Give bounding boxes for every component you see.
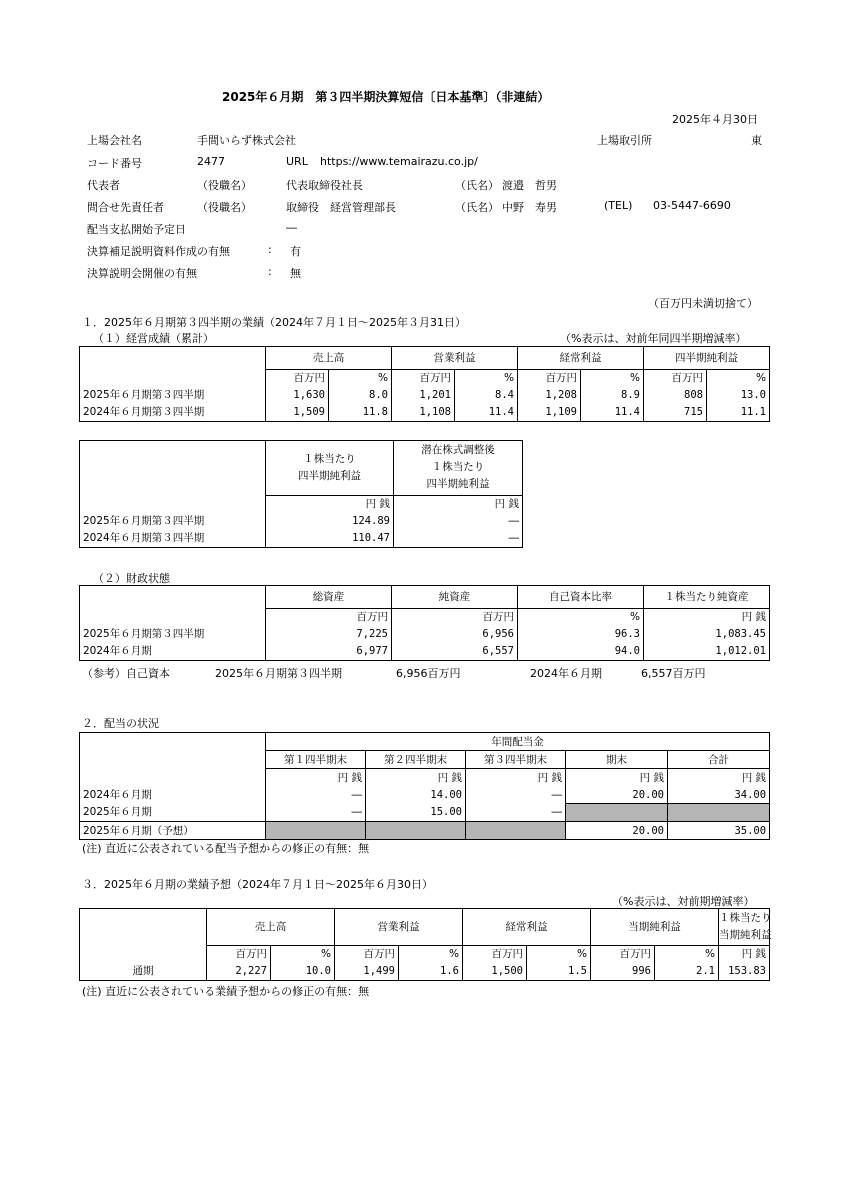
- header-blank: [80, 347, 266, 370]
- rep-name: 渡邉 哲男: [502, 179, 557, 192]
- unit-cell: 円 銭: [394, 495, 523, 513]
- header-net-assets: 純資産: [392, 586, 518, 609]
- unit-cell: 百万円: [518, 369, 581, 387]
- table-row: [80, 404, 770, 422]
- header-eps: [266, 441, 394, 496]
- table-cell: 94.0: [518, 643, 644, 661]
- table-cell: 1,499: [335, 963, 399, 981]
- header-sales: 売上高: [207, 909, 335, 946]
- table-cell: ―: [394, 513, 523, 530]
- table-cell: 6,956: [392, 626, 518, 643]
- header-annual-dividend: 年間配当金: [266, 733, 770, 751]
- table-row: [80, 530, 523, 548]
- table-cell: 7,225: [266, 626, 392, 643]
- table-cell: 11.8: [329, 404, 392, 422]
- header-ordinary-income: 経常利益: [463, 909, 591, 946]
- section1-sub1: （１）経営成績（累計）: [93, 332, 214, 345]
- section2-heading: ２．配当の状況: [82, 717, 159, 730]
- code-value: 2477: [197, 155, 225, 168]
- unit-cell: 百万円: [644, 369, 707, 387]
- operating-results-table: [79, 346, 770, 422]
- row-label: 2024年６月期第３四半期: [80, 530, 266, 548]
- reference-period2: 2024年６月期: [530, 667, 602, 680]
- unit-cell: 円 銭: [466, 769, 566, 787]
- unit-cell: 百万円: [392, 369, 455, 387]
- header-net-income: 四半期純利益: [644, 347, 770, 370]
- contact-role: 取締役 経営管理部長: [286, 201, 396, 214]
- table-cell-shaded: [566, 804, 668, 822]
- table-cell: 6,557: [392, 643, 518, 661]
- table-cell: ―: [266, 804, 366, 822]
- reference-period1: 2025年６月期第３四半期: [215, 667, 342, 680]
- table-cell: 6,977: [266, 643, 392, 661]
- dividend-date-value: ―: [286, 221, 297, 234]
- row-label: 2025年６月期第３四半期: [80, 626, 266, 643]
- reference-value1: 6,956百万円: [396, 667, 461, 680]
- row-label: 通期: [80, 963, 207, 981]
- table-row: [80, 786, 770, 804]
- table-row: [80, 804, 770, 822]
- section1-sub2: （２）財政状態: [93, 572, 170, 585]
- meeting-colon: :: [268, 265, 272, 278]
- header-operating-income: 営業利益: [335, 909, 463, 946]
- unit-cell: 円 銭: [266, 769, 366, 787]
- table-cell: 34.00: [668, 786, 770, 804]
- supp-value: 有: [290, 245, 301, 258]
- section1-heading: １．2025年６月期第３四半期の業績（2024年７月１日～2025年３月31日）: [82, 316, 466, 329]
- contact-label: 問合せ先責任者: [87, 201, 164, 214]
- table-cell: 20.00: [566, 786, 668, 804]
- table-cell: ―: [466, 786, 566, 804]
- table-cell: 808: [644, 387, 707, 404]
- table-row: [80, 626, 770, 643]
- header-blank: [80, 733, 266, 751]
- header-sales: 売上高: [266, 347, 392, 370]
- supp-label: 決算補足説明資料作成の有無: [87, 245, 230, 258]
- table-cell: 1,083.45: [644, 626, 770, 643]
- row-label: 2025年６月期第３四半期: [80, 513, 266, 530]
- unit-cell: 百万円: [335, 945, 399, 963]
- table-cell: 1.6: [399, 963, 463, 981]
- table-cell: 1,109: [518, 404, 581, 422]
- table-row: [80, 513, 523, 530]
- reference-value2: 6,557百万円: [641, 667, 706, 680]
- listed-value: 手間いらず株式会社: [197, 134, 296, 147]
- header-net-income: 当期純利益: [591, 909, 719, 946]
- url-value[interactable]: https://www.temairazu.co.jp/: [320, 155, 478, 168]
- forecast-table: [79, 908, 770, 981]
- unit-cell: 百万円: [207, 945, 271, 963]
- table-cell: 996: [591, 963, 655, 981]
- table-row: [80, 387, 770, 404]
- financial-position-table: [79, 585, 770, 661]
- section3-pct-note: （%表示は、対前期増減率）: [612, 895, 755, 908]
- unit-blank: [80, 769, 266, 787]
- header-eps-line2: 四半期純利益: [298, 469, 361, 482]
- header-total-assets: 総資産: [266, 586, 392, 609]
- unit-cell: %: [518, 608, 644, 626]
- header-year-end: 期末: [566, 751, 668, 769]
- dividend-table: [79, 732, 770, 840]
- unit-cell: 円 銭: [644, 608, 770, 626]
- header-ordinary-income: 経常利益: [518, 347, 644, 370]
- table-cell: 2.1: [655, 963, 719, 981]
- header-equity-ratio: 自己資本比率: [518, 586, 644, 609]
- table-cell: 11.1: [707, 404, 770, 422]
- eps-table: [79, 440, 523, 548]
- table-cell: 715: [644, 404, 707, 422]
- header-blank: [80, 751, 266, 769]
- row-label: 2024年６月期: [80, 643, 266, 661]
- table-cell: 13.0: [707, 387, 770, 404]
- unit-cell: 円 銭: [668, 769, 770, 787]
- header-diluted-line3: 四半期純利益: [426, 478, 490, 491]
- table-cell: 1,012.01: [644, 643, 770, 661]
- header-eps-line1: １株当たり: [719, 911, 772, 924]
- table-cell: 15.00: [366, 804, 466, 822]
- unit-cell: 円 銭: [719, 945, 770, 963]
- unit-cell: 百万円: [591, 945, 655, 963]
- table-cell: 1,208: [518, 387, 581, 404]
- table-cell: ―: [466, 804, 566, 822]
- unit-blank: [80, 369, 266, 387]
- table-cell-shaded: [668, 804, 770, 822]
- table-cell: 11.4: [455, 404, 518, 422]
- table-cell: 110.47: [266, 530, 394, 548]
- header-blank: [80, 909, 207, 946]
- section3-heading: ３．2025年６月期の業績予想（2024年７月１日～2025年６月30日）: [82, 878, 433, 891]
- unit-cell: 円 銭: [566, 769, 668, 787]
- table-cell-shaded: [366, 822, 466, 840]
- meeting-value: 無: [290, 267, 301, 280]
- row-label: 2024年６月期: [80, 786, 266, 804]
- unit-cell: %: [581, 369, 644, 387]
- header-blank: [80, 441, 266, 496]
- meeting-label: 決算説明会開催の有無: [87, 267, 197, 280]
- table-cell: 14.00: [366, 786, 466, 804]
- row-label: 2025年６月期: [80, 804, 266, 822]
- header-bps: １株当たり純資産: [644, 586, 770, 609]
- unit-cell: %: [329, 369, 392, 387]
- tel-value: 03-5447-6690: [653, 199, 731, 212]
- header-total: 合計: [668, 751, 770, 769]
- table-cell: ―: [394, 530, 523, 548]
- exchange-value: 東: [751, 134, 762, 147]
- header-eps-line2: 当期純利益: [719, 928, 772, 941]
- table-cell: 96.3: [518, 626, 644, 643]
- unit-cell: %: [527, 945, 591, 963]
- report-date: 2025年４月30日: [672, 113, 758, 126]
- code-label: コード番号: [87, 157, 142, 170]
- unit-cell: %: [271, 945, 335, 963]
- table-cell: 1,201: [392, 387, 455, 404]
- rep-label: 代表者: [87, 179, 120, 192]
- table-cell: 124.89: [266, 513, 394, 530]
- unit-blank: [80, 495, 266, 513]
- tel-label: (TEL): [604, 199, 633, 212]
- header-operating-income: 営業利益: [392, 347, 518, 370]
- table-cell: 10.0: [271, 963, 335, 981]
- page-title: 2025年６月期 第３四半期決算短信〔日本基準〕（非連結）: [222, 90, 550, 104]
- header-q1: 第１四半期末: [266, 751, 366, 769]
- exchange-label: 上場取引所: [597, 134, 652, 147]
- row-label: 2025年６月期第３四半期: [80, 387, 266, 404]
- table-cell: 8.4: [455, 387, 518, 404]
- rep-role: 代表取締役社長: [286, 179, 363, 192]
- forecast-note: (注) 直近に公表されている業績予想からの修正の有無：無: [82, 985, 370, 998]
- table-cell: 153.83: [719, 963, 770, 981]
- header-eps: [719, 909, 770, 946]
- unit-cell: 百万円: [392, 608, 518, 626]
- table-cell: 8.0: [329, 387, 392, 404]
- rep-name-label: （氏名）: [455, 179, 499, 192]
- table-cell-shaded: [266, 822, 366, 840]
- table-cell: 20.00: [566, 822, 668, 840]
- dividend-note: (注) 直近に公表されている配当予想からの修正の有無：無: [82, 842, 370, 855]
- unit-blank: [80, 945, 207, 963]
- unit-cell: %: [707, 369, 770, 387]
- contact-name-label: （氏名）: [455, 201, 499, 214]
- unit-cell: 円 銭: [266, 495, 394, 513]
- unit-cell: %: [655, 945, 719, 963]
- rep-role-label: （役職名）: [197, 179, 252, 192]
- table-cell: 1,108: [392, 404, 455, 422]
- contact-name: 中野 寿男: [502, 201, 557, 214]
- header-diluted-line2: １株当たり: [431, 461, 485, 474]
- unit-cell: 円 銭: [366, 769, 466, 787]
- table-cell: 35.00: [668, 822, 770, 840]
- header-diluted-eps: [394, 441, 523, 496]
- header-eps-line1: １株当たり: [303, 452, 356, 465]
- table-cell: 1,509: [266, 404, 329, 422]
- table-cell: ―: [266, 786, 366, 804]
- listed-label: 上場会社名: [87, 134, 142, 147]
- table-cell: 11.4: [581, 404, 644, 422]
- unit-cell: %: [455, 369, 518, 387]
- unit-cell: 百万円: [463, 945, 527, 963]
- table-cell-shaded: [466, 822, 566, 840]
- unit-cell: %: [399, 945, 463, 963]
- url-label: URL: [286, 155, 308, 168]
- unit-cell: 百万円: [266, 608, 392, 626]
- row-label: 2025年６月期（予想）: [80, 822, 266, 840]
- unit-cell: 百万円: [266, 369, 329, 387]
- table-row: [80, 963, 770, 981]
- row-label: 2024年６月期第３四半期: [80, 404, 266, 422]
- table-cell: 1,500: [463, 963, 527, 981]
- unit-blank: [80, 608, 266, 626]
- header-diluted-line1: 潜在株式調整後: [421, 444, 495, 457]
- header-q3: 第３四半期末: [466, 751, 566, 769]
- header-q2: 第２四半期末: [366, 751, 466, 769]
- table-cell: 2,227: [207, 963, 271, 981]
- contact-role-label: （役職名）: [197, 201, 252, 214]
- table-row: [80, 822, 770, 840]
- section1-pct-note: （%表示は、対前年同四半期増減率）: [560, 332, 747, 345]
- table-cell: 1.5: [527, 963, 591, 981]
- supp-colon: :: [268, 243, 272, 256]
- table-cell: 1,630: [266, 387, 329, 404]
- dividend-date-label: 配当支払開始予定日: [87, 223, 186, 236]
- table-cell: 8.9: [581, 387, 644, 404]
- table-row: [80, 643, 770, 661]
- reference-label: （参考）自己資本: [82, 667, 170, 680]
- header-blank: [80, 586, 266, 609]
- unit-note: （百万円未満切捨て）: [648, 297, 758, 310]
